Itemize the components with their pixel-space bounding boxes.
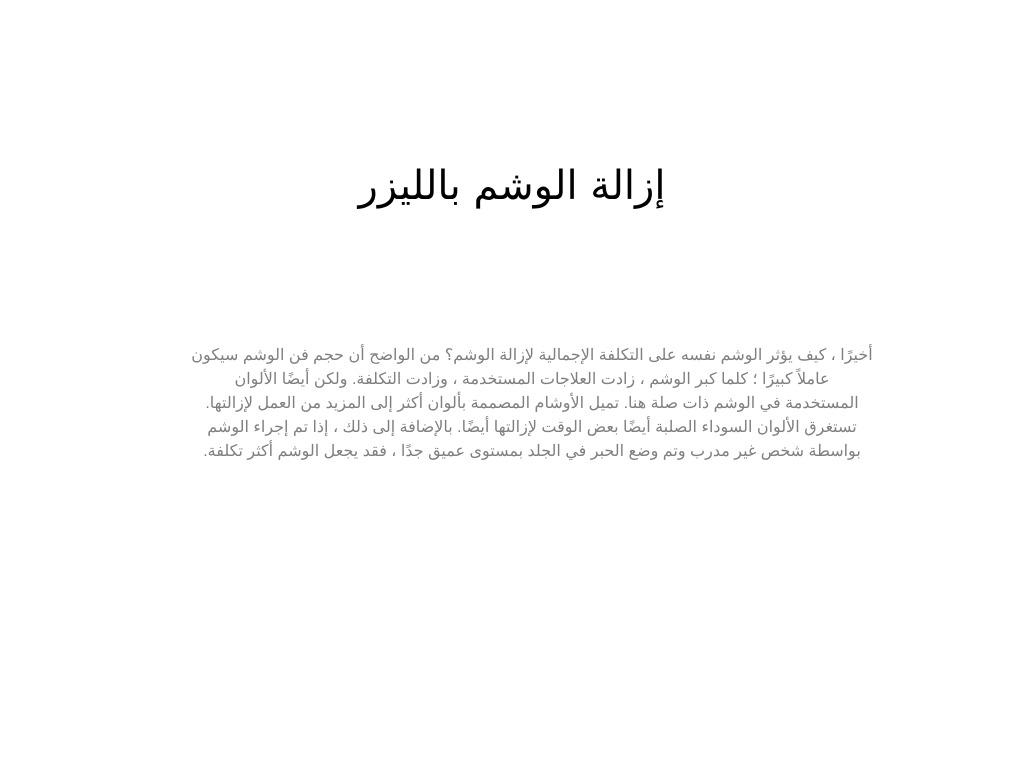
body-line: عاملاً كبيرًا ؛ كلما كبر الوشم ، زادت العلاجات المستخدمة ، وزادت التكلفة. ولكن أيضًا الألوان	[234, 371, 830, 388]
slide-title: إزالة الوشم بالليزر	[358, 163, 666, 209]
body-line: تستغرق الألوان السوداء الصلبة أيضًا بعض الوقت لإزالتها أيضًا. بالإضافة إلى ذلك ، إذا تم إجراء الوشم	[207, 419, 857, 436]
slide-body-text	[132, 344, 932, 464]
body-line: أخيرًا ، كيف يؤثر الوشم نفسه على التكلفة الإجمالية لإزالة الوشم؟ من الواضح أن حجم فن الوشم سيكون	[191, 347, 873, 364]
body-line: المستخدمة في الوشم ذات صلة هنا. تميل الأوشام المصممة بألوان أكثر إلى المزيد من العمل لإزالتها.	[205, 395, 859, 412]
body-line: بواسطة شخص غير مدرب وتم وضع الحبر في الجلد بمستوى عميق جدًا ، فقد يجعل الوشم أكثر تكلفة.	[203, 443, 861, 460]
